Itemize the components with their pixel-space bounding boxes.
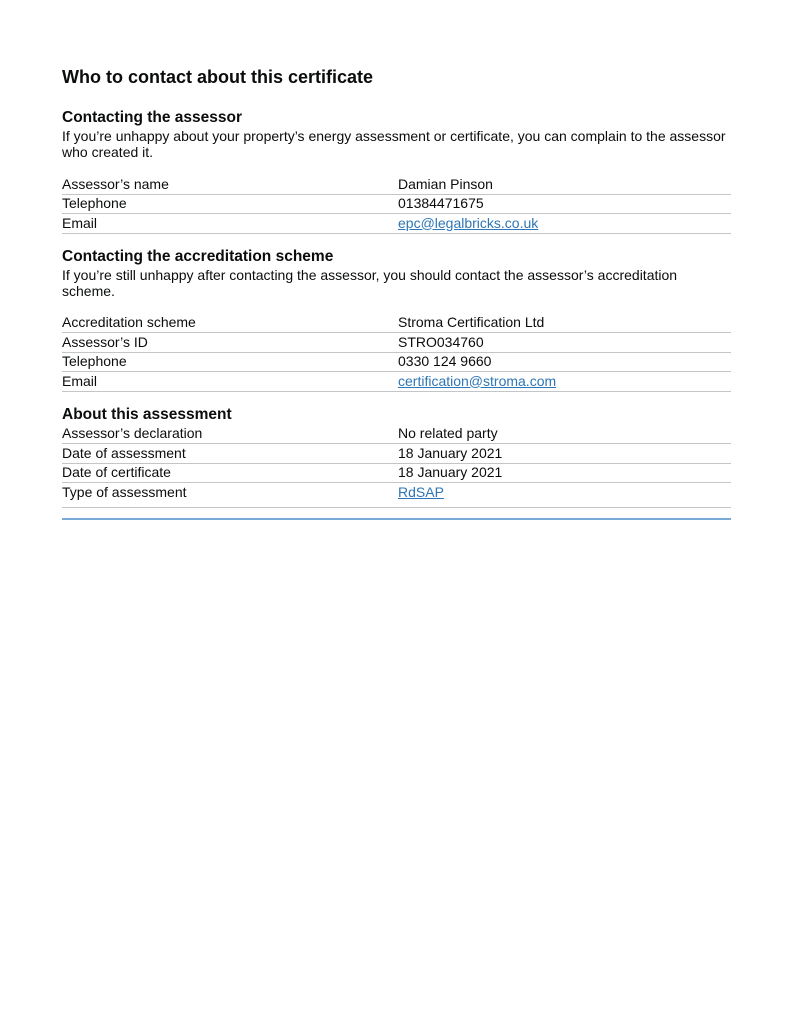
table-row [62, 372, 731, 392]
assessor-summary-table [62, 175, 731, 234]
row-value [398, 485, 731, 501]
row-label: Date of certificate [62, 464, 171, 480]
table-row [62, 333, 731, 353]
table-row [62, 483, 731, 508]
row-label: Telephone [62, 353, 127, 369]
row-value: 01384471675 [398, 195, 484, 211]
table-row [62, 464, 731, 484]
row-value: STRO034760 [398, 333, 484, 350]
row-value: No related party [398, 425, 498, 441]
section-description: If you’re unhappy about your property’s energy assessment or certificate, you can complain to the assessor who created it. [62, 128, 726, 160]
assessment-summary-table [62, 425, 731, 509]
row-label: Assessor’s name [62, 175, 169, 192]
row-value [398, 216, 731, 232]
table-row [62, 214, 731, 234]
section-heading: Contacting the accreditation scheme [62, 247, 334, 265]
section-divider [62, 518, 731, 520]
row-label: Type of assessment [62, 483, 187, 500]
section-description: If you’re still unhappy after contacting the assessor, you should contact the assessor’s accreditation scheme. [62, 266, 678, 299]
row-label: Assessor’s declaration [62, 425, 203, 441]
section-contacting-assessor [62, 109, 731, 234]
table-row [62, 444, 731, 464]
row-value: 18 January 2021 [398, 464, 503, 480]
accreditation-summary-table [62, 314, 731, 392]
row-value: Stroma Certification Ltd [398, 314, 545, 330]
assessor-email-link[interactable]: epc@legalbricks.co.uk [398, 214, 539, 231]
row-value: 0330 124 9660 [398, 353, 492, 369]
row-label: Assessor’s ID [62, 333, 148, 350]
section-heading: Contacting the assessor [62, 109, 243, 126]
section-heading: About this assessment [62, 405, 232, 423]
table-row [62, 175, 731, 195]
row-label: Telephone [62, 195, 127, 211]
table-row [62, 353, 731, 373]
row-label: Email [62, 214, 98, 231]
row-label: Email [62, 372, 98, 389]
section-about-assessment [62, 406, 731, 509]
row-value: 18 January 2021 [398, 444, 503, 461]
section-contacting-accreditation-scheme [62, 248, 731, 392]
row-label: Date of assessment [62, 444, 186, 461]
row-label: Accreditation scheme [62, 314, 196, 330]
row-value: Damian Pinson [398, 175, 493, 192]
assessment-type-link[interactable]: RdSAP [398, 483, 444, 500]
accreditation-email-link[interactable]: certification@stroma.com [398, 372, 557, 389]
page-content [62, 0, 731, 528]
table-row [62, 314, 731, 334]
table-row [62, 195, 731, 215]
row-value [398, 374, 731, 390]
table-row [62, 425, 731, 445]
page-title: Who to contact about this certificate [62, 67, 374, 87]
